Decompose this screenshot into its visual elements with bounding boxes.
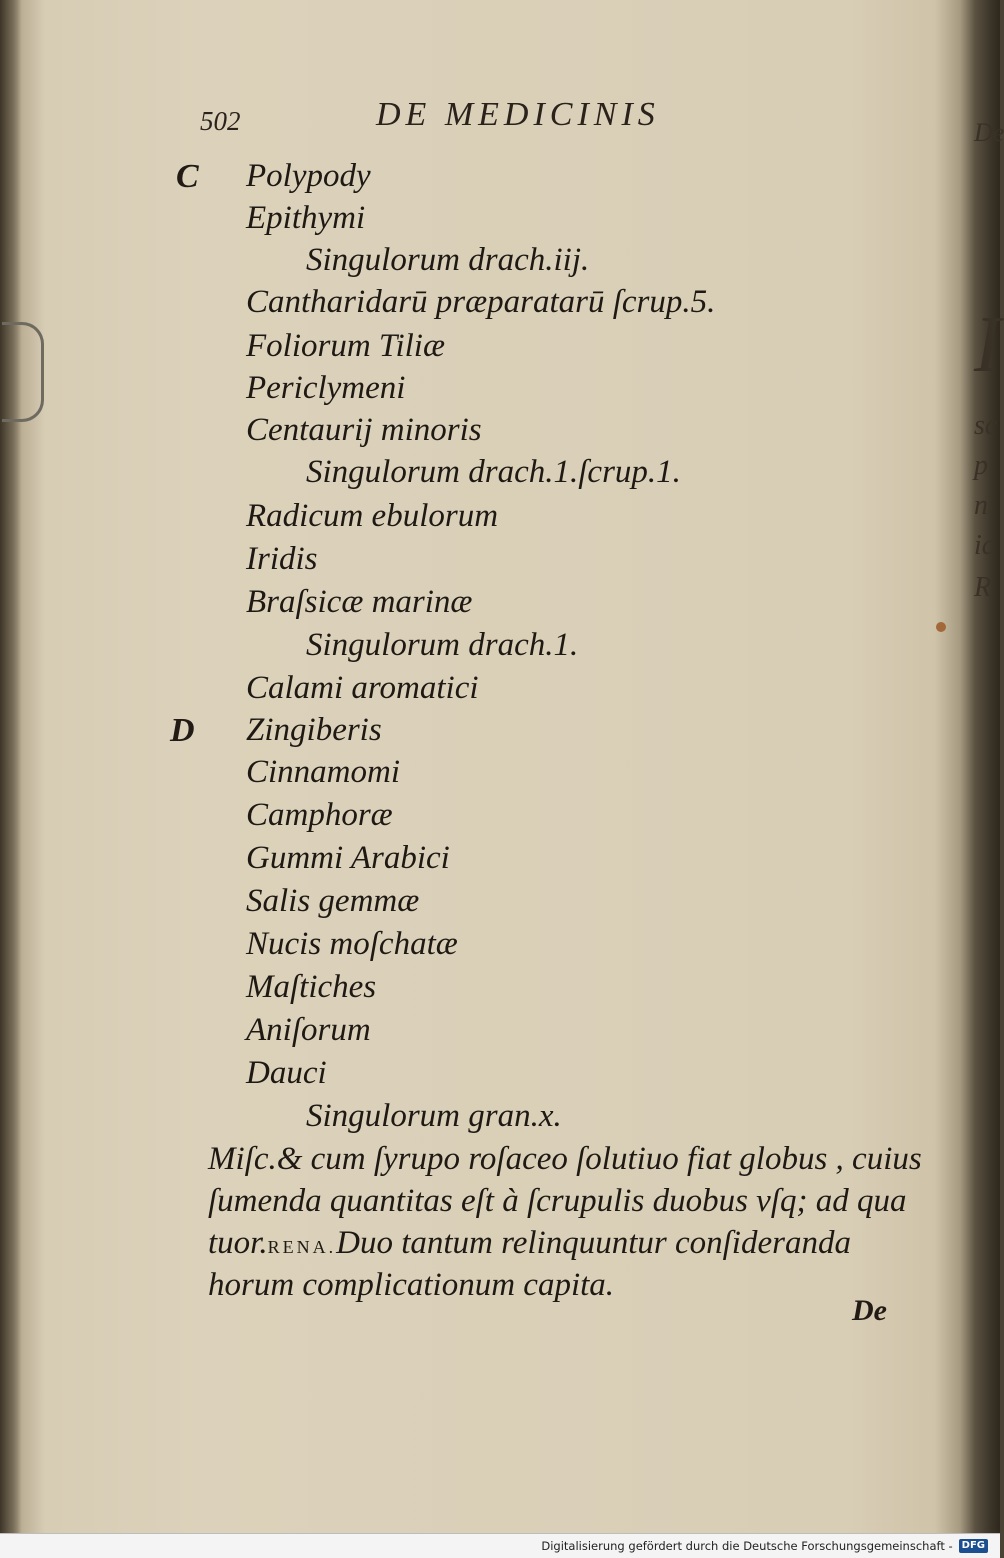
paragraph-line: horum complicationum capita. [208, 1267, 615, 1303]
bleed-letter: De [974, 118, 1004, 147]
recipe-line: Radicum ebulorum [246, 498, 499, 534]
book-spine-edge [0, 0, 22, 1533]
recipe-quantity-line: Singulorum drach.1.ſcrup.1. [306, 454, 681, 490]
recipe-line: Centaurij minoris [246, 412, 482, 448]
bleed-letter: n [974, 490, 988, 521]
recipe-line: Aniſorum [246, 1012, 371, 1048]
recipe-line: Gummi Arabici [246, 840, 450, 876]
page-clip [2, 322, 44, 422]
dfg-logo: DFG [959, 1539, 988, 1553]
recipe-line: Periclymeni [246, 370, 406, 406]
bleed-letter: sc [974, 410, 998, 441]
recipe-quantity-line: Singulorum drach.iij. [306, 242, 590, 278]
recipe-line: Iridis [246, 541, 318, 577]
recipe-line: Dauci [246, 1055, 327, 1091]
recipe-quantity-line: Singulorum drach.1. [306, 627, 579, 663]
facing-page-bleed [968, 110, 1004, 630]
recipe-line: Polypody [246, 158, 371, 194]
recipe-line: Braſsicæ marinæ [246, 584, 473, 620]
bleed-letter: ic [974, 530, 995, 561]
recipe-line: Camphoræ [246, 797, 393, 833]
speaker-smallcaps: RENA. [267, 1237, 337, 1257]
paragraph-line: Miſc.& cum ſyrupo roſaceo ſolutiuo fiat globus , cuius [208, 1141, 922, 1177]
catchword: De [852, 1294, 887, 1327]
paragraph-text: tuor. [208, 1225, 268, 1261]
recipe-line: Cinnamomi [246, 754, 401, 790]
section-letter-c: C [176, 158, 199, 195]
digitization-footer [0, 1533, 1000, 1558]
bleed-letter: R [974, 572, 992, 603]
recipe-line: Maſtiches [246, 969, 377, 1005]
recipe-line: Epithymi [246, 200, 366, 236]
recipe-line: Cantharidarū præparatarū ſcrup.5. [246, 284, 716, 320]
paragraph-text: Duo tantum relinquuntur conſideranda [336, 1225, 851, 1261]
running-head [0, 96, 960, 140]
recipe-line: Foliorum Tiliæ [246, 328, 445, 364]
page-number: 502 [200, 106, 241, 136]
recipe-line: Zingiberis [246, 712, 382, 748]
running-title: DE MEDICINIS [376, 96, 660, 133]
bleed-letter: I [974, 301, 1001, 389]
bleed-letter: p [974, 450, 988, 481]
recipe-line: Calami aromatici [246, 670, 479, 706]
recipe-line: Salis gemmæ [246, 883, 420, 919]
recipe-line: Nucis moſchatæ [246, 926, 458, 962]
footer-credit: Digitalisierung gefördert durch die Deutsche Forschungsgemeinschaft - [541, 1539, 953, 1553]
paragraph-line: ſumenda quantitas eſt à ſcrupulis duobus vſq; ad qua [208, 1183, 907, 1219]
stain-spot [936, 622, 946, 632]
paragraph-line [208, 1225, 898, 1262]
recipe-quantity-line: Singulorum gran.x. [306, 1098, 562, 1134]
section-letter-d: D [170, 712, 195, 749]
